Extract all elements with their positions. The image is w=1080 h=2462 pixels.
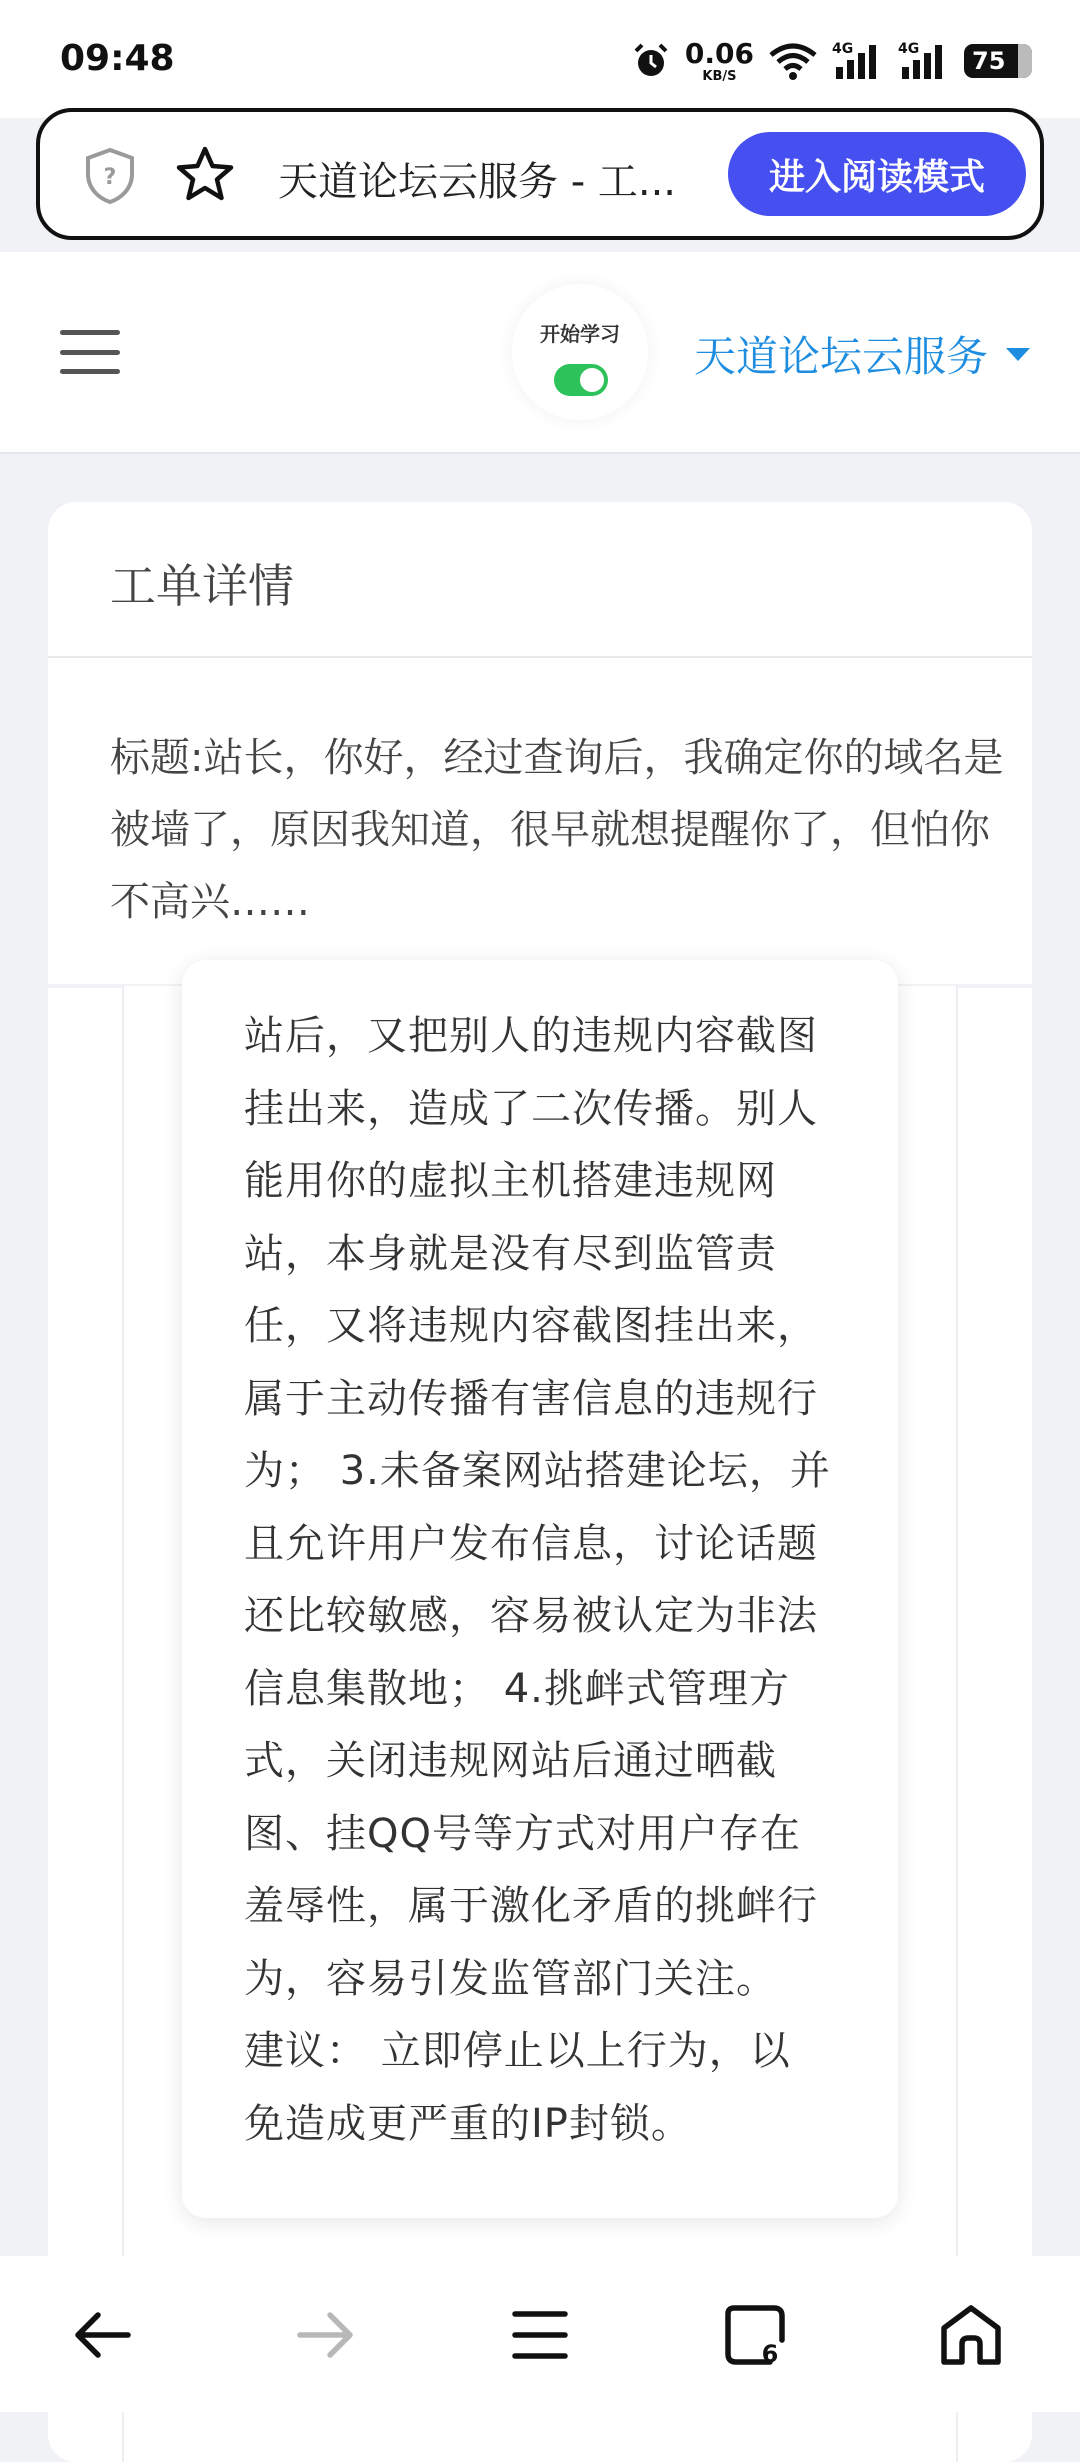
card-title: 工单详情 [110, 559, 294, 613]
site-dropdown[interactable] [694, 324, 1030, 384]
network-speed-value: 0.06 [684, 36, 754, 70]
start-learning-label: 开始学习 [540, 322, 620, 346]
message-line: 挂出来，造成了二次传播。别人 [244, 1085, 818, 1132]
message-line: 能用你的虚拟主机搭建违规网 [244, 1158, 777, 1204]
home-icon[interactable] [936, 2300, 1006, 2370]
message-line: 站后，又把别人的违规内容截图 [244, 1013, 818, 1059]
message-line: 任，又将违规内容截图挂出来， [244, 1303, 818, 1349]
site-dropdown-label: 天道论坛云服务 [694, 332, 989, 381]
start-learning-widget[interactable] [512, 284, 648, 420]
back-arrow-icon[interactable] [68, 2300, 138, 2370]
svg-text:?: ? [103, 165, 117, 190]
bookmark-star-icon[interactable] [174, 144, 236, 206]
wifi-icon [768, 41, 818, 81]
tabs-icon[interactable] [720, 2300, 790, 2370]
message-line: 羞辱性，属于激化矛盾的挑衅行 [244, 1883, 818, 1929]
message-line: 图、挂QQ号等方式对用户存在 [244, 1810, 801, 1857]
message-line: 建议： 立即停止以上行为，以 [244, 2028, 791, 2074]
message-line: 还比较敏感，容易被认定为非法 [244, 1593, 818, 1639]
message-line: 为，容易引发监管部门关注。 [244, 1955, 777, 2002]
battery-empty-portion [1018, 44, 1032, 78]
learning-toggle[interactable] [554, 364, 608, 396]
message-line: 属于主动传播有害信息的违规行 [244, 1375, 818, 1422]
signal-label: 4G [898, 41, 920, 57]
status-icons [631, 36, 1032, 86]
battery-level: 75 [972, 47, 1006, 75]
message-line: 且允许用户发布信息，讨论话题 [244, 1520, 818, 1567]
ticket-subject: 标题:站长，你好，经过查询后，我确定你的域名是被墙了，原因我知道，很早就想提醒你了，但怕你不高兴…… [110, 735, 1004, 925]
status-bar [0, 0, 1080, 118]
forward-arrow-icon[interactable] [290, 2300, 360, 2370]
message-line: 式，关闭违规网站后通过晒截 [244, 1738, 777, 1784]
reader-mode-button[interactable]: 进入阅读模式 [728, 132, 1026, 216]
cellular-signal-1 [832, 41, 884, 81]
site-security-shield-icon[interactable] [82, 146, 138, 206]
message-line: 站，本身就是没有尽到监管责 [244, 1230, 777, 1277]
cellular-signal-2 [898, 41, 950, 81]
caret-down-icon [1006, 348, 1030, 361]
card-header [48, 502, 1032, 658]
menu-icon[interactable] [505, 2300, 575, 2370]
signal-bars-icon [898, 41, 950, 81]
browser-bottom-nav [0, 2256, 1080, 2412]
svg-text:6: 6 [761, 2340, 779, 2368]
message-text [244, 1000, 844, 2160]
menu-hamburger-icon[interactable] [60, 330, 120, 374]
network-speed-unit: KB/S [702, 68, 737, 84]
page-url-title[interactable]: 天道论坛云服务 - 工... [278, 159, 677, 205]
signal-label: 4G [832, 41, 854, 57]
message-line: 免造成更严重的IP封锁。 [244, 2100, 692, 2147]
message-line: 为； 3.未备案网站搭建论坛，并 [244, 1448, 831, 1494]
battery-indicator [964, 44, 1032, 78]
site-navbar [0, 252, 1080, 454]
alarm-icon [631, 41, 671, 81]
browser-address-bar[interactable] [36, 108, 1044, 240]
message-line: 信息集散地； 4.挑衅式管理方 [244, 1665, 790, 1712]
signal-bars-icon [832, 41, 884, 81]
clock: 09:48 [60, 38, 175, 79]
network-speed [684, 36, 754, 84]
